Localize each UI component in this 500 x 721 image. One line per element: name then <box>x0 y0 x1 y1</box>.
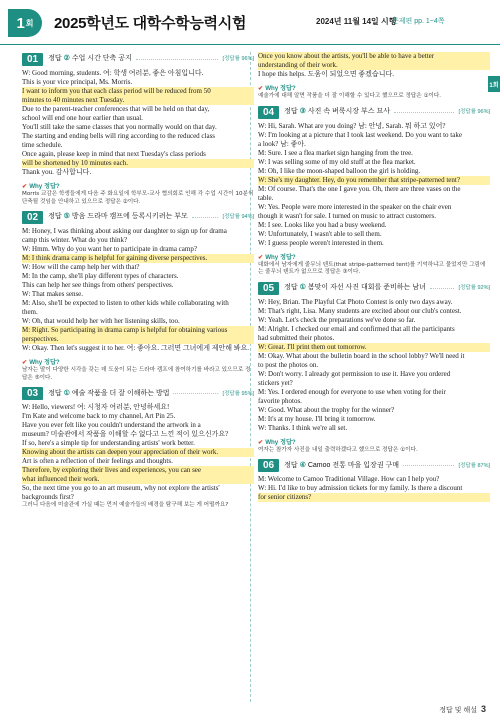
dot-leader <box>430 288 455 289</box>
script-line: You'll still take the same classes that you normally would on that day. <box>22 123 217 131</box>
script-line: M: Of course. That's the one I gave you. Oh, there are three vases on the <box>258 184 461 193</box>
tip-title: ✔ Why 정답? <box>258 438 296 446</box>
round-badge <box>8 9 42 37</box>
script-line: will be shortened by 10 minutes each. <box>22 159 254 168</box>
left-column <box>22 52 254 515</box>
correct-rate: [정답률 96%] <box>458 108 490 115</box>
script-line: minutes to 40 minutes next Tuesday. <box>22 96 254 105</box>
script-line: Therefore, by exploring their lives and experiences, you can see <box>22 466 254 475</box>
script-line: W: I was selling some of my old stuff at the flea market. <box>258 157 416 166</box>
script-line: M: It's at my house. I'll bring it tomorrow. <box>258 414 376 423</box>
correct-rate: [정답률 92%] <box>458 285 490 291</box>
script-line: M: Oh, I like the moon-shaped balloon the girl is holding. <box>258 166 421 175</box>
script-line: Once you know about the artists, you'll be able to have a better <box>258 52 490 61</box>
script-line: M: Welcome to Camoo Traditional Village. How can I help you? <box>258 475 440 484</box>
script-line: Have you ever felt like you couldn't understand the artwork in a <box>22 421 201 430</box>
check-icon: ✔ <box>22 183 28 190</box>
exam-title: 2025학년도 대학수학능력시험 <box>54 15 247 32</box>
exam-pages: 문제편 pp. 1~4쪽 <box>392 18 445 25</box>
script-line: school will end one hour earlier than usual. <box>22 114 143 122</box>
script-line: understanding of their work. <box>258 61 490 70</box>
script-line: them. <box>22 308 38 317</box>
tip-title: ✔ Why 정답? <box>22 183 60 190</box>
script-line: for senior citizens? <box>258 493 490 502</box>
script-line: W: She's my daughter. Hey, do you remember that stripe-patterned tent? <box>258 176 490 185</box>
script-line: I'm Kate and welcome back to my channel, Art Pin 25. <box>22 412 176 421</box>
script-line: W: Great. I'll print them out tomorrow. <box>258 343 490 352</box>
question-number: 02 <box>22 211 43 224</box>
question-04-header <box>258 106 490 119</box>
script-line: W: Thanks. I think we're all set. <box>258 423 348 432</box>
check-icon: ✔ <box>258 438 264 446</box>
question-01-header <box>22 53 254 66</box>
script-line: table. <box>258 193 274 202</box>
script-line: perspectives. <box>22 335 254 344</box>
question-number: 01 <box>22 53 43 66</box>
script-line: W: Hey, Brian. The Playful Cat Photo Contest is only two days away. <box>258 297 453 306</box>
question-05-header <box>258 282 490 295</box>
page-header <box>0 0 500 46</box>
check-icon: ✔ <box>258 85 264 92</box>
question-number: 06 <box>258 459 279 472</box>
right-column <box>258 52 490 502</box>
script-line: W: Hi, Sarah. What are you doing? 남: 안녕, Sarah. 뭐 하고 있어? <box>258 121 446 130</box>
script-line: W: Oh, that would help her with her listening skills, too. <box>22 317 180 326</box>
script-line: M: That's right, Lisa. Many students are excited about our club's contest. <box>258 306 462 315</box>
script-line: W: That makes sense. <box>22 290 84 299</box>
script-line: what influenced their work. <box>22 475 254 484</box>
script-line: So, the next time you go to an art museum, why not explore the artists' <box>22 484 220 493</box>
script-line: M: Okay. What about the bulletin board in the school lobby? We'll need it <box>258 351 465 360</box>
question-03-header <box>22 387 254 400</box>
script-line: W: Good morning, students. 여: 학생 여러분, 좋은 아침입니다. <box>22 69 204 77</box>
answer: 정답 ⑤ 방음 드라마 캠프에 등록시키려는 부모 <box>48 213 188 221</box>
script-line: M: I see. Looks like you had a busy weekend. <box>258 220 387 229</box>
script-line: M: Right. So participating in drama camp is helpful for obtaining various <box>22 326 254 335</box>
script-line: Art is often a reflection of their feelings and thoughts. <box>22 457 173 466</box>
script-line: W: Hmm. Why do you want her to participate in drama camp? <box>22 245 197 254</box>
answer: 정답 ② 수업 시간 단축 공지 <box>48 55 132 63</box>
correct-rate: [정답률 87%] <box>458 462 490 469</box>
explanation: 여자는 참가자 사진을 내일 출력하겠다고 했으므로 정답은 ①이다. <box>258 446 418 453</box>
script-line: Knowing about the artists can deepen your appreciation of their work. <box>22 448 254 457</box>
explanation: 예술가에 대해 알면 작품을 더 잘 이해할 수 있다고 했으므로 정답은 ①이다. <box>258 93 442 99</box>
script-line: to post the photos on. <box>258 360 319 369</box>
script-line: W: Hello, viewers! 여: 시청자 여러분, 안녕하세요! <box>22 403 170 412</box>
question-number: 04 <box>258 106 279 119</box>
question-02-header <box>22 211 254 224</box>
page-number: 3 <box>480 704 486 714</box>
tip-title: ✔ Why 정답? <box>258 253 296 261</box>
script-line: backgrounds first? <box>22 493 74 502</box>
script-line: M: In the camp, she'll play different types of characters. <box>22 272 179 281</box>
script-line: camp this winter. What do you think? <box>22 236 128 245</box>
script-line: Thank you. 감사합니다. <box>22 168 92 176</box>
dot-leader <box>394 112 454 113</box>
explanation: Morris 교감은 학생들에게 다음 주 화요일에 학부모-교사 협의회로 인해 각 수업 시간이 10분씩 단축될 것임을 안내하고 있으므로 정답은 ②이다. <box>22 191 254 205</box>
script-line: M: Honey, I was thinking about asking our daughter to sign up for drama <box>22 227 227 236</box>
script-line: M: Alright. I checked our email and confirmed that all the participants <box>258 324 455 333</box>
correct-rate: [정답률 94%] <box>222 214 254 221</box>
script-line: Due to the parent-teacher conferences that will be held on that day, <box>22 105 210 113</box>
dot-leader <box>173 393 218 394</box>
footer-label: 정답 및 해설 <box>439 707 477 714</box>
script-line: W: Hi. I'd like to buy admission tickets for my family. Is there a discount <box>258 484 463 493</box>
round-number: 1 <box>16 14 25 32</box>
script-line: I hope this helps. 도움이 되었으면 좋겠습니다. <box>258 70 394 78</box>
check-icon: ✔ <box>258 253 264 261</box>
script-line: M: I think drama camp is helpful for gaining diverse perspectives. <box>22 254 254 263</box>
dot-leader <box>192 217 219 218</box>
tip-title: ✔ Why 정답? <box>258 85 296 92</box>
check-icon: ✔ <box>22 359 28 367</box>
script-line: W: Good. What about the trophy for the winner? <box>258 405 395 414</box>
script-line: If so, here's a simple tip for understanding artists' work better. <box>22 439 195 448</box>
script-line: I want to inform you that each class period will be reduced from 50 <box>22 87 254 96</box>
script-line: though it wasn't for sale. I turned on music to attract customers. <box>258 211 436 220</box>
answer: 정답 ③ 사진 속 벼룩시장 부스 묘사 <box>284 107 391 115</box>
correct-rate: [정답률 95%] <box>222 390 254 397</box>
explanation: 대화에서 남자에게 줄무늬 텐트(that stripe-patterned tent)를 기억하냐고 물었지만 그림에는 줄무늬 텐트가 없으므로 정답은 ③이다. <box>258 261 486 276</box>
tip-title: ✔ Why 정답? <box>22 359 60 367</box>
answer: 정답 ① 봄맞이 자선 사진 대회를 준비하는 남녀 <box>284 284 426 291</box>
exam-date: 2024년 11월 14일 시행 <box>316 17 397 26</box>
explanation: 그러니 다음에 미술관에 가실 때는 먼저 예술가들의 배경을 탐구해 보는 게 어떨까요? <box>22 502 229 509</box>
script-line: had submitted their photos. <box>258 333 335 342</box>
header-rule <box>0 44 500 45</box>
script-line: W: Yes. People were more interested in the speaker on the chair even <box>258 202 452 211</box>
correct-rate: [정답률 96%] <box>222 56 254 63</box>
script-line: W: How will the camp help her with that? <box>22 263 140 272</box>
script-line: M: Sure. I see a flea market sign hanging from the tree. <box>258 148 413 157</box>
explanation: 남자는 딸이 다양한 시각을 갖는 데 도움이 되는 드라마 캠프에 참여하기를 바라고 있으므로 정답은 ⑤이다. <box>22 367 251 381</box>
question-06-header <box>258 459 490 472</box>
script-line: This is your vice principal, Ms. Morris. <box>22 78 133 86</box>
round-suffix: 회 <box>25 18 34 28</box>
script-line: W: Don't worry. I already got permission to use it. Have you ordered <box>258 369 451 378</box>
script-line: The starting and ending bells will ring according to the reduced class <box>22 132 216 140</box>
question-number: 05 <box>258 282 279 295</box>
question-number: 03 <box>22 387 43 400</box>
answer: 정답 ④ Camoo 전통 마을 입장권 구매 <box>284 461 400 469</box>
script-line: favorite photos. <box>258 396 302 405</box>
script-line: W: I guess people weren't interested in them. <box>258 238 384 247</box>
dot-leader <box>403 465 454 466</box>
page-footer <box>439 704 486 715</box>
answer: 정답 ① 예술 작품을 더 잘 이해하는 방법 <box>48 389 170 397</box>
script-line: W: Unfortunately, I wasn't able to sell them. <box>258 229 382 238</box>
script-line: stickers yet? <box>258 378 293 387</box>
script-line: museum? 미술관에서 작품을 이해할 수 없다고 느낀 적이 있으신가요? <box>22 430 229 439</box>
script-line: a look? 남: 좋아. <box>258 139 306 148</box>
script-line: W: I'm looking at a picture that I took last weekend. Do you want to take <box>258 130 462 139</box>
script-line: W: Yeah. Let's check the preparations we've done so far. <box>258 315 416 324</box>
script-line: M: Yes. I ordered enough for everyone to use when voting for their <box>258 387 446 396</box>
script-line: time schedule. <box>22 141 63 149</box>
script-line: Once again, please keep in mind that next Tuesday's class periods <box>22 150 206 158</box>
script-line: W: Okay. Then let's suggest it to her. 여: 좋아요. 그러면 그녀에게 제안해 봐요. <box>22 344 250 353</box>
script-line: This can help her see things from others' perspectives. <box>22 281 174 290</box>
side-round-tab: 1회 <box>488 76 500 92</box>
dot-leader <box>136 59 219 60</box>
script-line: M: Also, she'll be expected to listen to other kids while collaborating with <box>22 299 229 308</box>
